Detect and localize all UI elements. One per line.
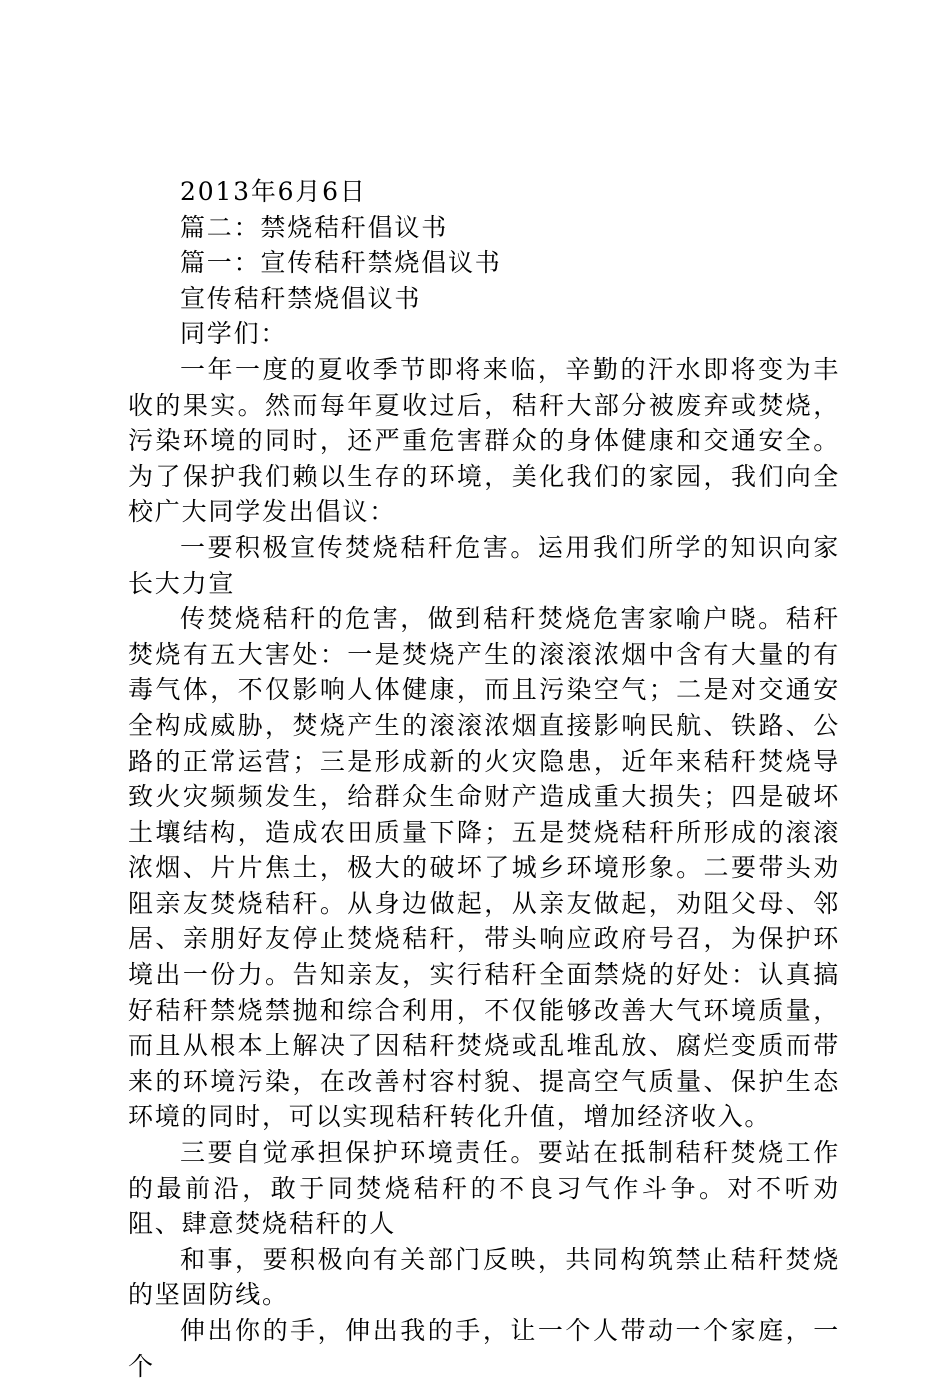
paragraph-point-3: 三要自觉承担保护环境责任。要站在抵制秸秆焚烧工作的最前沿，敢于同焚烧秸秆的不良习气作斗争。对不听劝阻、肆意焚烧秸秆的人: [128, 1138, 840, 1239]
paragraph-closing: 伸出你的手，伸出我的手，让一个人带动一个家庭，一个: [128, 1316, 840, 1381]
section-heading-1: 篇一：宣传秸秆禁烧倡议书: [180, 248, 502, 278]
document-body: [128, 174, 840, 1384]
section-heading-2: 篇二：禁烧秸秆倡议书: [180, 212, 449, 242]
paragraph-point-1: 一要积极宣传焚烧秸秆危害。运用我们所学的知识向家长大力宣: [128, 532, 840, 598]
paragraph-point-3-cont: 和事，要积极向有关部门反映，共同构筑禁止秸秆焚烧的坚固防线。: [128, 1244, 840, 1310]
paragraph-intro: 一年一度的夏收季节即将来临，辛勤的汗水即将变为丰收的果实。然而每年夏收过后，秸秆大部分被废弃或焚烧，污染环境的同时，还严重危害群众的身体健康和交通安全。为了保护我们赖以生存的环境，美化我们的家园，我们向全校广大同学发出倡议：: [128, 354, 840, 527]
date-line: 2013年6月6日: [180, 177, 367, 206]
paragraph-harms: 传焚烧秸秆的危害，做到秸秆焚烧危害家喻户晓。秸秆焚烧有五大害处：一是焚烧产生的滚滚浓烟中含有大量的有毒气体，不仅影响人体健康，而且污染空气；二是对交通安全构成威胁，焚烧产生的滚滚浓烟直接影响民航、铁路、公路的正常运营；三是形成新的火灾隐患，近年来秸秆焚烧导致火灾频频发生，给群众生命财产造成重大损失；四是破坏土壤结构，造成农田质量下降；五是焚烧秸秆所形成的滚滚浓烟、片片焦土，极大的破坏了城乡环境形象。二要带头劝阻亲友焚烧秸秆。从身边做起，从亲友做起，劝阻父母、邻居、亲朋好友停止焚烧秸秆，带头响应政府号召，为保护环境出一份力。告知亲友，实行秸秆全面禁烧的好处：认真搞好秸秆禁烧禁抛和综合利用，不仅能够改善大气环境质量，而且从根本上解决了因秸秆焚烧或乱堆乱放、腐烂变质而带来的环境污染，在改善村容村貌、提高空气质量、保护生态环境的同时，可以实现秸秆转化升值，增加经济收入。: [128, 604, 840, 1132]
salutation: 同学们：: [180, 319, 288, 349]
document-title: 宣传秸秆禁烧倡议书: [180, 283, 422, 313]
